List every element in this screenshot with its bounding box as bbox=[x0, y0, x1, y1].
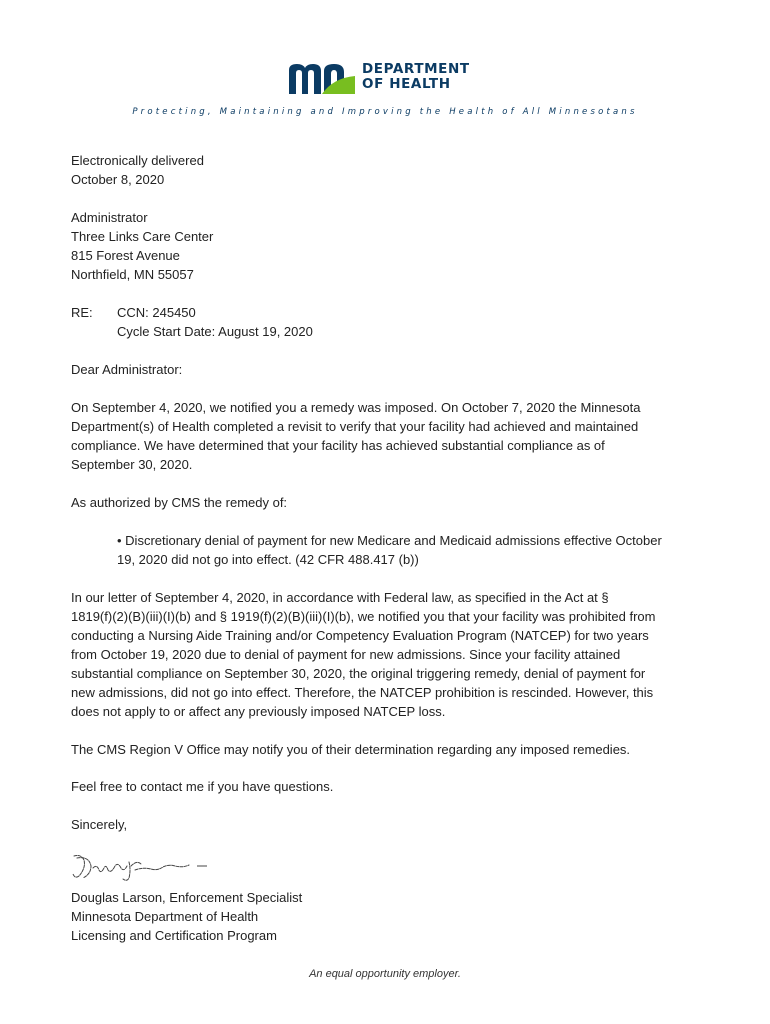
logo-wordmark bbox=[362, 62, 470, 92]
paragraph-line: On September 4, 2020, we notified you a remedy was imposed. On October 7, 2020 the Minnesota bbox=[71, 400, 641, 415]
salutation: Dear Administrator: bbox=[71, 362, 183, 377]
bullet-line: 19, 2020 did not go into effect. (42 CFR 488.417 (b)) bbox=[117, 552, 419, 567]
signer-org: Minnesota Department of Health bbox=[71, 909, 259, 924]
delivery-method: Electronically delivered bbox=[71, 153, 204, 168]
mn-logo-mark-icon bbox=[289, 64, 355, 94]
logo-line-2: OF HEALTH bbox=[362, 76, 451, 92]
paragraph-line: substantial compliance on September 30, 2020, the original triggering remedy, denial of payment for bbox=[71, 666, 646, 681]
re-ccn: CCN: 245450 bbox=[117, 305, 196, 320]
paragraph-line: new admissions, did not go into effect. Therefore, the NATCEP prohibition is rescinded. However, this bbox=[71, 685, 654, 700]
paragraph-line: Department(s) of Health completed a revisit to verify that your facility had achieved and maintained bbox=[71, 419, 639, 434]
re-details bbox=[117, 303, 313, 341]
paragraph-line: compliance. We have determined that your facility has achieved substantial compliance as of bbox=[71, 438, 605, 453]
letter-date: October 8, 2020 bbox=[71, 172, 165, 187]
paragraph-5: Feel free to contact me if you have questions. bbox=[71, 779, 334, 794]
closing: Sincerely, bbox=[71, 817, 128, 832]
signature-icon bbox=[71, 852, 211, 884]
paragraph-1 bbox=[71, 398, 711, 474]
handwritten-signature bbox=[71, 852, 211, 884]
logo-line-1: DEPARTMENT bbox=[362, 61, 470, 77]
paragraph-line: In our letter of September 4, 2020, in accordance with Federal law, as specified in the Act at § bbox=[71, 590, 609, 605]
paragraph-line: 1819(f)(2)(B)(iii)(I)(b) and § 1919(f)(2)(B)(iii)(I)(b), we notified you that your facility was prohibited from bbox=[71, 609, 656, 624]
paragraph-line: September 30, 2020. bbox=[71, 457, 193, 472]
paragraph-line: from October 19, 2020 due to denial of payment for new admissions. Since your facility attained bbox=[71, 647, 621, 662]
mdh-logo bbox=[289, 62, 489, 96]
recipient-city: Northfield, MN 55057 bbox=[71, 267, 194, 282]
signer-program: Licensing and Certification Program bbox=[71, 928, 277, 943]
re-label: RE: bbox=[71, 305, 93, 320]
delivery-block bbox=[71, 151, 711, 189]
footer-equal-opportunity: An equal opportunity employer. bbox=[309, 968, 461, 980]
recipient-title: Administrator bbox=[71, 210, 148, 225]
recipient-address bbox=[71, 208, 711, 284]
bullet-line: • Discretionary denial of payment for new Medicare and Medicaid admissions effective October bbox=[117, 533, 662, 548]
re-cycle-date: Cycle Start Date: August 19, 2020 bbox=[117, 324, 313, 339]
paragraph-3 bbox=[71, 588, 711, 721]
recipient-facility: Three Links Care Center bbox=[71, 229, 214, 244]
recipient-street: 815 Forest Avenue bbox=[71, 248, 180, 263]
paragraph-4: The CMS Region V Office may notify you of their determination regarding any imposed remedies. bbox=[71, 742, 631, 757]
paragraph-2: As authorized by CMS the remedy of: bbox=[71, 495, 288, 510]
signer-block bbox=[71, 888, 711, 945]
remedy-bullet bbox=[117, 531, 707, 569]
signer-name: Douglas Larson, Enforcement Specialist bbox=[71, 890, 303, 905]
tagline: Protecting, Maintaining and Improving the Health of All Minnesotans bbox=[132, 107, 638, 117]
paragraph-line: does not apply to or affect any previously imposed NATCEP loss. bbox=[71, 704, 446, 719]
paragraph-line: conducting a Nursing Aide Training and/or Competency Evaluation Program (NATCEP) for two years bbox=[71, 628, 649, 643]
